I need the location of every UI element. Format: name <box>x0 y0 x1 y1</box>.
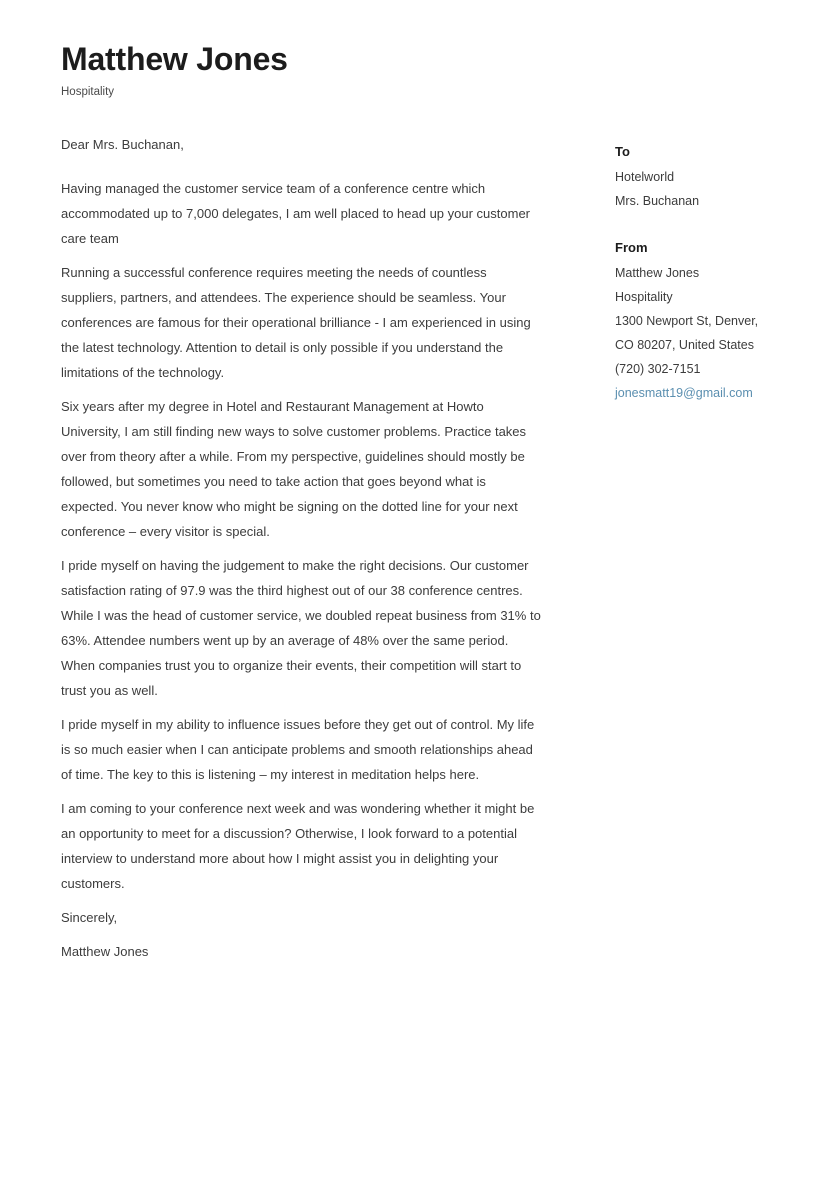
candidate-profession: Hospitality <box>61 85 115 98</box>
recipient-heading: To <box>615 144 630 159</box>
sender-profession: Hospitality <box>615 290 673 304</box>
letterhead <box>61 42 761 100</box>
sender-address-line-1: 1300 Newport St, Denver, <box>615 314 759 328</box>
closing-salutation: Sincerely, <box>61 910 118 925</box>
recipient-name: Mrs. Buchanan <box>615 194 700 208</box>
letter-paragraph: I pride myself in my ability to influence issues before they get out of control. My life is so much easier when I can anticipate problems and smooth relationships ahead of time. The key to this is listening – my interest in meditation helps here. <box>61 717 535 782</box>
sender-address-line-2: CO 80207, United States <box>615 338 754 352</box>
sender-phone: (720) 302-7151 <box>615 362 701 376</box>
sender-name: Matthew Jones <box>615 266 700 280</box>
letter-paragraph: I am coming to your conference next week and was wondering whether it might be an opportunity to meet for a discussion? Otherwise, I look forward to a potential interview to understand more about how I might assist you in delighting your customers. <box>61 801 535 891</box>
recipient-block <box>615 139 795 213</box>
letter-paragraph: Six years after my degree in Hotel and Restaurant Management at Howto University, I am still finding new ways to solve customer problems. Practice takes over from theory after a while. From my perspective, guidelines should mostly be followed, but sometimes you need to take action that goes beyond what is expected. You never know who might be signing on the dotted line for your next conference – every visitor is special. <box>61 399 527 539</box>
contact-sidebar <box>615 139 795 405</box>
sender-block <box>615 235 795 405</box>
salutation: Dear Mrs. Buchanan, <box>61 137 184 152</box>
sender-email-link[interactable]: jonesmatt19@gmail.com <box>615 386 753 400</box>
signature-name: Matthew Jones <box>61 944 149 959</box>
letter-paragraph: I pride myself on having the judgement to make the right decisions. Our customer satisfaction rating of 97.9 was the third highest out of our 38 conference centres. While I was the head of customer service, we doubled repeat business from 31% to 63%. Attendee numbers went up by an average of 48% over the same period. When companies trust you to organize their events, their competition will start to trust you as well. <box>61 558 541 698</box>
letter-body-column <box>61 132 544 964</box>
recipient-company: Hotelworld <box>615 170 675 184</box>
letter-paragraph: Having managed the customer service team of a conference centre which accommodated up to 7,000 delegates, I am well placed to head up your customer care team <box>61 181 531 246</box>
sender-heading: From <box>615 240 648 255</box>
letter-paragraph: Running a successful conference requires meeting the needs of countless suppliers, partners, and attendees. The experience should be seamless. Your conferences are famous for their operational brilliance - I am experienced in using the latest technology. Attention to detail is only possible if you understand the limitations of the technology. <box>61 265 531 380</box>
page-title: Matthew Jones <box>61 41 288 77</box>
